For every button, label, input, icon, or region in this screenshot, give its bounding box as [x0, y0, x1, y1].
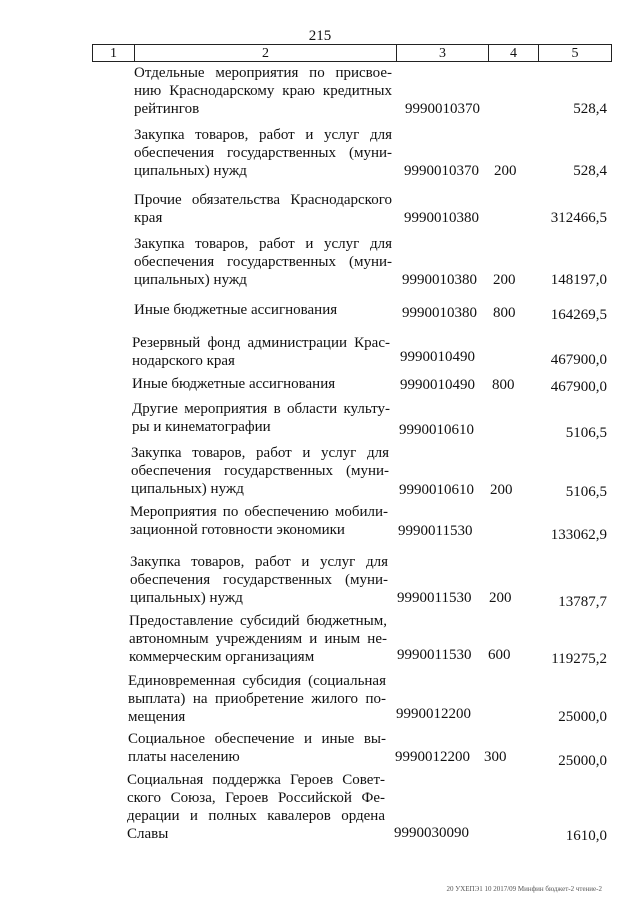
row-type: 200 — [489, 590, 512, 606]
row-amount: 5106,5 — [565, 484, 607, 500]
row-description: Мероприятия по обеспечению мобили-зационной готовности экономики — [130, 504, 388, 538]
row-description: Предоставление субсидий бюджетным, автономным учреждениям и иным не-коммерческим организациям — [129, 613, 387, 665]
row-code: 9990010370 — [404, 163, 479, 179]
page-number: 215 — [308, 28, 332, 44]
row-code: 9990030090 — [394, 825, 469, 841]
row-code: 9990010610 — [399, 482, 474, 498]
row-amount: 148197,0 — [550, 272, 607, 288]
header-col-2: 2 — [135, 45, 397, 61]
row-amount: 312466,5 — [550, 210, 607, 226]
row-type: 200 — [490, 482, 513, 498]
header-col-4: 4 — [489, 45, 539, 61]
row-type: 200 — [493, 272, 516, 288]
row-description: Другие мероприятия в области культу-ры и кинематографии — [132, 401, 390, 435]
row-type: 200 — [494, 163, 517, 179]
row-description: Единовременная субсидия (социальная выплата) на приобретение жилого по-мещения — [128, 673, 386, 725]
row-amount: 5106,5 — [565, 425, 607, 441]
row-code: 9990010490 — [400, 349, 475, 365]
row-amount: 13787,7 — [558, 594, 607, 610]
row-description: Закупка товаров, работ и услуг для обеспечения государственных (муни-ципальных) нужд — [131, 445, 389, 497]
row-type: 300 — [484, 749, 507, 765]
row-description: Социальное обеспечение и иные вы-платы населению — [128, 731, 386, 765]
row-description: Закупка товаров, работ и услуг для обеспечения государственных (муни-ципальных) нужд — [134, 127, 392, 179]
row-code: 9990010380 — [404, 210, 479, 226]
header-col-5: 5 — [571, 46, 579, 61]
footer-stamp: 20 УХЕПЭ1 10 2017/09 Минфин бюджет-2 чтение-2 — [446, 885, 602, 893]
row-amount: 467900,0 — [550, 352, 607, 368]
row-description: Социальная поддержка Героев Совет-ского Союза, Героев Российской Фе-дерации и полных кавалеров ордена Славы — [127, 772, 385, 842]
row-description: Иные бюджетные ассигнования — [132, 376, 336, 392]
row-code: 9990012200 — [396, 706, 471, 722]
row-code: 9990011530 — [397, 590, 472, 606]
row-code: 9990010380 — [402, 305, 477, 321]
table-header — [92, 44, 612, 62]
row-amount: 528,4 — [573, 101, 607, 117]
row-type: 600 — [488, 647, 511, 663]
row-description: Резервный фонд администрации Крас-нодарского края — [132, 335, 390, 369]
row-amount: 1610,0 — [565, 828, 607, 844]
row-amount: 25000,0 — [558, 709, 607, 725]
row-description: Закупка товаров, работ и услуг для обеспечения государственных (муни-ципальных) нужд — [134, 236, 392, 288]
row-type: 800 — [492, 377, 515, 393]
row-amount: 467900,0 — [550, 379, 607, 395]
row-code: 9990011530 — [398, 523, 473, 539]
row-amount: 119275,2 — [551, 651, 607, 667]
row-amount: 528,4 — [573, 163, 607, 179]
header-col-3: 3 — [397, 45, 489, 61]
row-description: Прочие обязательства Краснодарского края — [134, 192, 392, 226]
row-type: 800 — [493, 305, 516, 321]
row-code: 9990010370 — [405, 101, 480, 117]
row-amount: 164269,5 — [550, 307, 607, 323]
row-code: 9990011530 — [397, 647, 472, 663]
row-amount: 133062,9 — [550, 527, 607, 543]
row-code: 9990010380 — [402, 272, 477, 288]
row-description: Закупка товаров, работ и услуг для обеспечения государственных (муни-ципальных) нужд — [130, 554, 388, 606]
header-col-1: 1 — [93, 45, 135, 61]
row-code: 9990010610 — [399, 422, 474, 438]
row-code: 9990012200 — [395, 749, 470, 765]
row-description: Отдельные мероприятия по присвое-нию Краснодарскому краю кредитных рейтингов — [134, 65, 392, 117]
row-description: Иные бюджетные ассигнования — [134, 302, 338, 318]
row-code: 9990010490 — [400, 377, 475, 393]
row-amount: 25000,0 — [558, 753, 607, 769]
